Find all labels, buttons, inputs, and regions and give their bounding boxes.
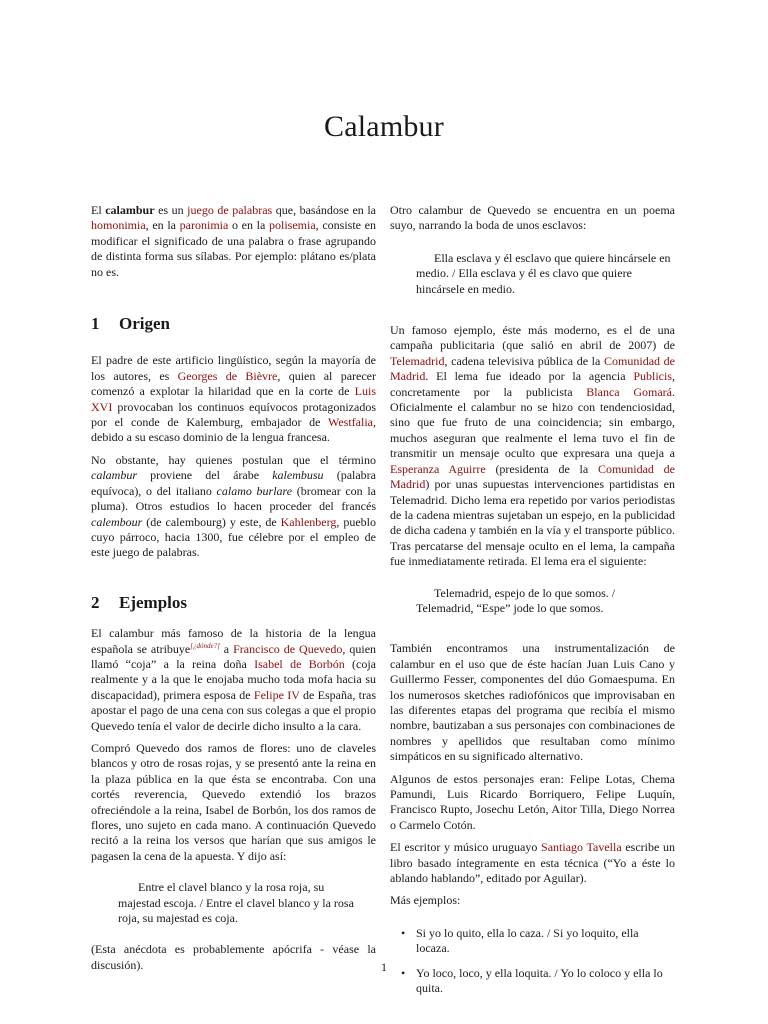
- italic-term: kalembusu: [272, 468, 324, 483]
- section-title: Origen: [119, 314, 170, 334]
- intro-paragraph: [91, 203, 376, 280]
- list-item-text: Yo loco, loco, y ella loquita. / Yo lo coloco y ella lo quita.: [416, 965, 663, 996]
- italic-term: calamo burlare: [216, 483, 293, 498]
- text: o en la: [228, 218, 269, 233]
- text: . El lema fue ideado por la agencia: [425, 369, 634, 384]
- text: a: [219, 641, 234, 656]
- bullet-icon: •: [401, 965, 406, 980]
- section-number: 2: [91, 592, 100, 612]
- link-santiago-tavella[interactable]: Santiago Tavella: [541, 840, 622, 855]
- text: es un: [154, 203, 188, 217]
- link-comunidad-de-madrid-2[interactable]: Comunidad de Madrid: [390, 461, 675, 492]
- section-title: Ejemplos: [119, 592, 187, 612]
- text: . Oficialmente el calambur no se hizo con tendenciosidad, sino que fue fruto de una coincidencia; sin embargo, muchos aseguran que realmente el lema tuvo el fin de transmitir un mensaje oculto que expresara una queja a: [390, 384, 675, 461]
- link-felipe-iv[interactable]: Felipe IV: [253, 687, 300, 702]
- link-paronimia[interactable]: paronimia: [179, 218, 229, 233]
- link-telemadrid[interactable]: Telemadrid: [390, 353, 445, 368]
- tavella-paragraph: [390, 840, 675, 886]
- link-esperanza-aguirre[interactable]: Esperanza Aguirre: [390, 461, 486, 476]
- text: , debido a su escaso dominio de la lengua francesa.: [91, 415, 376, 445]
- origen-paragraph-1: [91, 353, 376, 445]
- right-paragraph-1: Otro calambur de Quevedo se encuentra en un poema suyo, narrando la boda de unos esclavos:: [390, 203, 675, 233]
- text: Un famoso ejemplo, éste más moderno, es el de una campaña publicitaria (que salió en abril de 2007) de: [390, 323, 675, 353]
- text: El: [91, 203, 106, 217]
- text: El escritor y músico uruguayo: [390, 840, 542, 855]
- italic-term: calembour: [91, 514, 143, 529]
- ejemplos-paragraph-2: Compró Quevedo dos ramos de flores: uno de claveles blancos y otro de rosas rojas, y se presentó ante la reina en la plaza pública en la que ésta se encontraba. Con una cortés reverencia, Quevedo extendió los brazos ofreciéndole a la reina, Isabel de Borbón, los dos ramos de flores, uno sujeto en cada mano. A continuación Quevedo recitó a la reina los versos que harían que sus amigos le pagasen la cena de la apuesta. Y dijo así:: [91, 740, 376, 863]
- section-heading-origen: [91, 314, 376, 334]
- link-comunidad-de-madrid[interactable]: Comunidad de Madrid: [390, 353, 675, 384]
- gomaespuma-paragraph: También encontramos una instrumentalización de calambur en el uso que de éste hacían Juan Luis Cano y Guillermo Fesser, componentes del dúo Gomaespuma. En los numerosos sketches radiofónicos que improvisaban en las diferentes etapas del programa que recibía el mismo nombre, bautizaban a sus personajes con combinaciones de nombres y apellidos que resultaban como mínimo simpáticos en su significado alternativo.: [390, 641, 675, 764]
- link-georges-de-bievre[interactable]: Georges de Bièvre: [177, 368, 278, 383]
- personajes-paragraph: Algunos de estos personajes eran: Felipe Lotas, Chema Pamundi, Luis Ricardo Borriquero, Felipe Luquín, Francisco Rupto, Josechu Letón, Aitor Tilla, Diego Norrea o Carmelo Cotón.: [390, 771, 675, 832]
- origen-paragraph-2: [91, 453, 376, 561]
- section-number: 1: [91, 314, 100, 334]
- text: , cadena televisiva pública de la: [444, 353, 605, 368]
- link-blanca-gomara[interactable]: Blanca Gomará: [586, 384, 672, 399]
- quote-telemadrid: Telemadrid, espejo de lo que somos. / Telemadrid, “Espe” jode lo que somos.: [416, 585, 616, 615]
- link-isabel-de-borbon[interactable]: Isabel de Borbón: [254, 656, 345, 671]
- link-westfalia[interactable]: Westfalia: [327, 415, 373, 430]
- text: , quien al parecer comenzó a explotar la hilaridad que en la corte de: [91, 368, 376, 399]
- text: provocaban los continuos equívocos protagonizados por el conde de Kalemburg, embajador de: [91, 399, 376, 430]
- page-title: Calambur: [324, 110, 444, 143]
- citation-needed-link[interactable]: [¿dónde?]: [190, 641, 220, 650]
- text: No obstante, hay quienes postulan que el término: [91, 452, 376, 467]
- link-homonimia[interactable]: homonimia: [91, 218, 146, 233]
- text: (coja realmente y a la que le enojaba mucho toda mofa hacia su discapacidad), primera esposa de: [91, 656, 376, 702]
- mas-ejemplos-label: Más ejemplos:: [390, 893, 461, 908]
- text: El padre de este artificio lingüístico, según la mayoría de los autores, es: [91, 353, 376, 383]
- quote-esclava: Ella esclava y él esclavo que quiere hincársele en medio. / Ella esclava y él es clavo que quiere hincársele en medio.: [416, 250, 671, 296]
- text: (palabra equívoca), o del italiano: [91, 468, 376, 498]
- bullet-icon: •: [401, 925, 406, 940]
- italic-term: calambur: [91, 468, 137, 483]
- section-heading-ejemplos: [91, 592, 376, 612]
- link-polisemia[interactable]: polisemia: [268, 218, 316, 233]
- right-column: [390, 203, 675, 1005]
- text: , en la: [145, 218, 180, 233]
- text: , concretamente por la publicista: [390, 369, 675, 399]
- text: (presidenta de la: [485, 461, 598, 476]
- link-francisco-de-quevedo[interactable]: Francisco de Quevedo: [233, 641, 343, 656]
- telemadrid-paragraph: [390, 323, 675, 570]
- text: , pueblo cuyo párroco, hacia 1300, fue célebre por el empleo de este juego de palabras.: [91, 514, 376, 560]
- page-number: 1: [381, 960, 387, 974]
- ejemplos-paragraph-1: [91, 626, 376, 734]
- text: ) por unas supuestas intervenciones partidistas en Telemadrid. Dicho lema era repetido por varios periodistas de la cadena mientras sujetaban un espejo, en la publicidad de dicha cadena y también en la vía y el transporte público. Tras percatarse del mensaje oculto en el lema, la campaña fue inmediatamente retirada. El lema era el siguiente:: [390, 477, 675, 569]
- quote-quevedo-reina: Entre el clavel blanco y la rosa roja, su majestad escoja. / Entre el clavel blanco y la rosa roja, su majestad es coja.: [118, 880, 354, 926]
- text: que, basándose en la: [272, 203, 376, 217]
- link-luis-xvi[interactable]: Luis XVI: [91, 384, 376, 414]
- link-publicis[interactable]: Publicis: [633, 369, 672, 384]
- left-column: [91, 203, 376, 980]
- text: El calambur más famoso de la historia de la lengua española se atribuye: [91, 626, 376, 656]
- list-item: [390, 926, 675, 957]
- ejemplos-paragraph-3: (Esta anécdota es probablemente apócrifa - véase la discusión).: [91, 942, 376, 972]
- link-juego-de-palabras[interactable]: juego de palabras: [187, 203, 273, 217]
- text: (de calembourg) y este, de: [142, 514, 281, 529]
- text: , quien llamó “coja” a la reina doña: [91, 641, 377, 671]
- list-item-text: Si yo lo quito, ella lo caza. / Si yo loquito, ella locaza.: [416, 925, 639, 956]
- text: proviene del árabe: [137, 468, 273, 483]
- text: escribe un libro basado íntegramente en esta técnica (“Yo a éste lo ablando hablando”, editado por Aguilar).: [390, 840, 675, 886]
- text: (bromear con la pluma). Otros estudios lo hacen proceder del francés: [91, 483, 376, 514]
- text: , consiste en modificar el significado de una palabra o frase agrupando de distinta forma sus sílabas. Por ejemplo: plátano es/plata no es.: [91, 218, 376, 279]
- term-bold: calambur: [105, 203, 155, 217]
- link-kahlenberg[interactable]: Kahlenberg: [280, 514, 337, 529]
- text: de España, tras apostar el pago de una cena con sus colegas a que el propio Quevedo tenía el valor de decirle dicho insulto a la cara.: [91, 687, 376, 733]
